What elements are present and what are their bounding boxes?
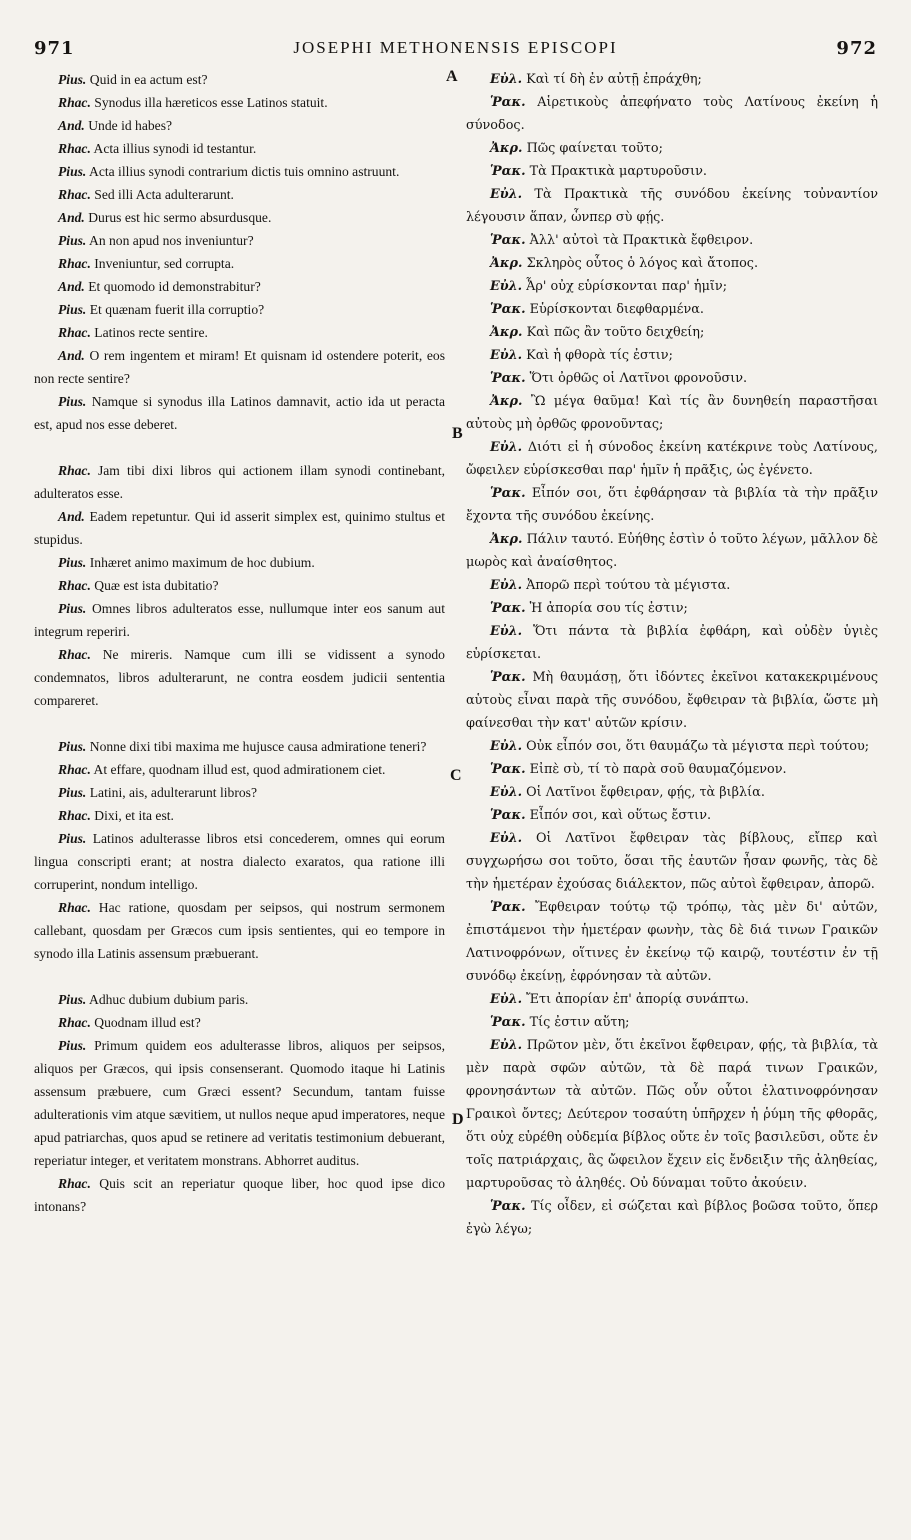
speaker-label: Rhac. <box>58 256 91 271</box>
speaker-label: Rhac. <box>58 900 91 915</box>
dialogue-text: Οἱ Λατῖνοι ἔφθειραν τὰς βίβλους, εἴπερ καὶ συγχωρήσω σοι τοῦτο, ὅσαι τῆς ἑαυτῶν ἦσαν φωνῆς, τὰς δὲ τὴν ἡμετέραν ἐχούσας διάλεκτον, πῶς αὐτοὶ ἔφθειραν, ἀπορῶ. <box>466 831 878 892</box>
dialogue-text: Διότι εἰ ἡ σύνοδος ἐκείνη κατέκρινε τοὺς Λατίνους, ὤφειλεν εὑρίσκεσθαι παρ' ἡμῖν ἡ πρᾶξις, ὡς ἐγένετο. <box>466 440 878 478</box>
speaker-label: Ἀκρ. <box>490 394 523 409</box>
speaker-label: Ῥακ. <box>490 808 526 823</box>
speaker-label: Pius. <box>58 785 87 800</box>
greek-dialogue-line <box>466 183 878 229</box>
latin-dialogue-line <box>34 735 445 758</box>
greek-dialogue-line <box>466 1195 878 1241</box>
greek-dialogue-line <box>466 804 878 827</box>
dialogue-text: Hac ratione, quosdam per seipsos, qui nostrum sermonem callebant, quosdam per Græcos cum ipsis sentientes, qui eo tempore in synodo illa Latinis assensum præbuerant. <box>34 900 445 961</box>
dialogue-text: Ὅτι πάντα τὰ βιβλία ἐφθάρη, καὶ οὐδὲν ὑγιὲς εὑρίσκεται. <box>466 624 878 662</box>
greek-dialogue-line <box>466 827 878 896</box>
running-header <box>0 38 911 62</box>
latin-dialogue-line <box>34 160 445 183</box>
dialogue-text: Et quomodo id demonstrabitur? <box>88 279 261 294</box>
latin-dialogue-line <box>34 229 445 252</box>
latin-dialogue-line <box>34 459 445 505</box>
speaker-label: Εὐλ. <box>490 578 523 593</box>
dialogue-text: Ἆρ' οὐχ εὑρίσκονται παρ' ἡμῖν; <box>526 279 728 294</box>
speaker-label: Εὐλ. <box>490 785 523 800</box>
speaker-label: Ῥακ. <box>490 1199 526 1214</box>
latin-dialogue-line <box>34 275 445 298</box>
speaker-label: Ῥακ. <box>490 601 526 616</box>
dialogue-text: Quis scit an reperiatur quoque liber, hoc quod ipse dico intonans? <box>34 1176 445 1214</box>
dialogue-text: Καὶ ἡ φθορὰ τίς ἐστιν; <box>526 348 673 363</box>
dialogue-text: Durus est hic sermo absurdusque. <box>88 210 272 225</box>
speaker-label: Εὐλ. <box>490 279 523 294</box>
dialogue-text: Synodus illa hæreticos esse Latinos statuit. <box>94 95 328 110</box>
running-title: JOSEPHI METHONENSIS EPISCOPI <box>293 38 618 57</box>
dialogue-text: O rem ingentem et miram! Et quisnam id ostendere poterit, eos non recte sentire? <box>34 348 445 386</box>
speaker-label: Pius. <box>58 233 87 248</box>
speaker-label: Pius. <box>58 394 87 409</box>
greek-dialogue-line <box>466 229 878 252</box>
greek-dialogue-line <box>466 988 878 1011</box>
latin-dialogue-line <box>34 551 445 574</box>
speaker-label: Εὐλ. <box>490 624 523 639</box>
dialogue-text: Latinos recte sentire. <box>94 325 208 340</box>
latin-dialogue-line <box>34 505 445 551</box>
speaker-label: Εὐλ. <box>490 1038 523 1053</box>
greek-dialogue-line <box>466 597 878 620</box>
latin-dialogue-line <box>34 574 445 597</box>
dialogue-text: Dixi, et ita est. <box>94 808 174 823</box>
speaker-label: Ῥακ. <box>490 670 526 685</box>
greek-dialogue-line <box>466 1011 878 1034</box>
speaker-label: Εὐλ. <box>490 831 523 846</box>
latin-dialogue-line <box>34 827 445 896</box>
greek-dialogue-line <box>466 781 878 804</box>
speaker-label: Ἀκρ. <box>490 256 523 271</box>
speaker-label: Ῥακ. <box>490 1015 526 1030</box>
speaker-label: Pius. <box>58 302 87 317</box>
dialogue-text: Unde id habes? <box>88 118 173 133</box>
latin-dialogue-line <box>34 597 445 643</box>
greek-dialogue-line <box>466 436 878 482</box>
greek-dialogue-line <box>466 321 878 344</box>
greek-dialogue-line <box>466 666 878 735</box>
greek-dialogue-line <box>466 91 878 137</box>
speaker-label: Ῥακ. <box>490 900 526 915</box>
dialogue-text: Omnes libros adulteratos esse, nullumque inter eos sanum aut integrum reperiri. <box>34 601 446 639</box>
speaker-label: Εὐλ. <box>490 739 523 754</box>
greek-column <box>466 68 878 1241</box>
speaker-label: Rhac. <box>58 1015 91 1030</box>
greek-dialogue-line <box>466 574 878 597</box>
latin-dialogue-line <box>34 804 445 827</box>
speaker-label: Pius. <box>58 601 87 616</box>
dialogue-text: Latinos adulterasse libros etsi concederem, omnes qui eorum lingua conscripti erant; at nostra dialecto exaratos, qua ratione illi corruperint, nondum intelligo. <box>34 831 445 892</box>
latin-dialogue-line <box>34 1011 445 1034</box>
speaker-label: Rhac. <box>58 808 91 823</box>
dialogue-text: Acta illius synodi id testantur. <box>93 141 257 156</box>
speaker-label: Rhac. <box>58 463 91 478</box>
speaker-label: Ῥακ. <box>490 486 526 501</box>
dialogue-text: Inhæret animo maximum de hoc dubium. <box>89 555 315 570</box>
greek-dialogue-line <box>466 896 878 988</box>
speaker-label: Ῥακ. <box>490 302 526 317</box>
dialogue-text: Quæ est ista dubitatio? <box>94 578 219 593</box>
latin-dialogue-line <box>34 1034 445 1172</box>
margin-marker-d: D <box>452 1111 464 1128</box>
latin-dialogue-line <box>34 896 445 965</box>
dialogue-text: Ὅτι ὀρθῶς οἱ Λατῖνοι φρονοῦσιν. <box>529 371 748 386</box>
latin-dialogue-line <box>34 206 445 229</box>
dialogue-text: Namque si synodus illa Latinos damnavit, actio ida ut peracta est, apud nos esse deberet. <box>34 394 445 432</box>
speaker-label: Rhac. <box>58 762 91 777</box>
speaker-label: Ῥακ. <box>490 762 526 777</box>
dialogue-text: Acta illius synodi contrarium dictis tuis omnino astruunt. <box>89 164 400 179</box>
greek-dialogue-line <box>466 160 878 183</box>
speaker-label: Ῥακ. <box>490 164 526 179</box>
speaker-label: Rhac. <box>58 187 91 202</box>
latin-column <box>34 68 445 1218</box>
speaker-label: Εὐλ. <box>490 187 523 202</box>
greek-dialogue-line <box>466 528 878 574</box>
speaker-label: Rhac. <box>58 141 91 156</box>
speaker-label: Εὐλ. <box>490 348 523 363</box>
dialogue-text: Quid in ea actum est? <box>89 72 208 87</box>
speaker-label: Rhac. <box>58 95 91 110</box>
dialogue-text: Τίς οἶδεν, εἰ σώζεται καὶ βίβλος βοῶσα τοῦτο, ὅπερ ἐγὼ λέγω; <box>466 1199 878 1237</box>
dialogue-text: Ἔφθειραν τούτῳ τῷ τρόπῳ, τὰς μὲν δι' αὐτῶν, ἐπιστάμενοι τὴν ἡμετέραν φωνὴν, τὰς δὲ διά τινων Γραικῶν Λατινοφρόνων, οἵτινες ἐν ἐκείνῳ τῷ καιρῷ, τουτέστιν ἐν τῇ συνόδῳ ἐκείνῃ, ἐφρόνησαν τὰ αὐτῶν. <box>466 900 878 984</box>
greek-dialogue-line <box>466 252 878 275</box>
dialogue-text: Εἰπὲ σὺ, τί τὸ παρὰ σοῦ θαυμαζόμενον. <box>529 762 787 777</box>
dialogue-text: Σκληρὸς οὗτος ὁ λόγος καὶ ἄτοπος. <box>526 256 759 271</box>
speaker-label: Pius. <box>58 1038 87 1053</box>
latin-dialogue-line <box>34 252 445 275</box>
greek-dialogue-line <box>466 1034 878 1195</box>
speaker-label: Ῥακ. <box>490 371 526 386</box>
latin-dialogue-line <box>34 183 445 206</box>
greek-dialogue-line <box>466 137 878 160</box>
dialogue-text: Πάλιν ταυτό. Εὐήθης ἐστὶν ὁ τοῦτο λέγων, μᾶλλον δὲ μωρὸς καὶ ἀναίσθητος. <box>466 532 878 570</box>
speaker-label: Pius. <box>58 555 87 570</box>
speaker-label: Ἀκρ. <box>490 325 523 340</box>
speaker-label: Ἀκρ. <box>490 532 523 547</box>
speaker-label: Ἀκρ. <box>490 141 523 156</box>
dialogue-text: Et quænam fuerit illa corruptio? <box>89 302 265 317</box>
latin-dialogue-line <box>34 390 445 436</box>
speaker-label: Εὐλ. <box>490 440 523 455</box>
speaker-label: Εὐλ. <box>490 72 523 87</box>
dialogue-text: Adhuc dubium dubium paris. <box>89 992 249 1007</box>
speaker-label: And. <box>58 348 85 363</box>
dialogue-text: Ὢ μέγα θαῦμα! Καὶ τίς ἂν δυνηθείη παραστῆσαι αὐτοὺς μὴ ὀρθῶς φρονοῦντας; <box>466 394 878 432</box>
dialogue-text: Ἀλλ' αὐτοὶ τὰ Πρακτικὰ ἔφθειρον. <box>529 233 754 248</box>
speaker-label: And. <box>58 509 85 524</box>
dialogue-text: Nonne dixi tibi maxima me hujusce causa admiratione teneri? <box>89 739 427 754</box>
speaker-label: Ῥακ. <box>490 95 526 110</box>
dialogue-text: Τίς ἐστιν αὕτη; <box>529 1015 630 1030</box>
speaker-label: Rhac. <box>58 1176 91 1191</box>
dialogue-text: Καὶ τί δὴ ἐν αὐτῇ ἐπράχθη; <box>526 72 702 87</box>
speaker-label: Pius. <box>58 164 87 179</box>
dialogue-text: Εἶπόν σοι, καὶ οὕτως ἔστιν. <box>529 808 712 823</box>
latin-dialogue-line <box>34 91 445 114</box>
dialogue-text: Primum quidem eos adulterasse libros, aliquos per seipsos, aliquos per Græcos, qui ipsis consenserant. Quomodo itaque hi Latinis assensum præbuere, cum Græci essent? Secundum, tantam fuisse adulterationis vim atque sævitiem, ut nullos neque apud imperatores, neque apud patriarchas, quos apud se retinere ad veritatis testimonium debuerant, reperiatur integer, et veritatem monstrans. Abhorret auditus. <box>34 1038 446 1168</box>
latin-dialogue-line <box>34 781 445 804</box>
latin-dialogue-line <box>34 321 445 344</box>
dialogue-text: Ἡ ἀπορία σου τίς ἐστιν; <box>529 601 688 616</box>
greek-dialogue-line <box>466 344 878 367</box>
dialogue-text: Τὰ Πρακτικὰ τῆς συνόδου ἐκείνης τοὐναντίον λέγουσιν ἅπαν, ὧνπερ σὺ φῄς. <box>466 187 878 225</box>
dialogue-text: Εὑρίσκονται διεφθαρμένα. <box>529 302 704 317</box>
speaker-label: Pius. <box>58 992 87 1007</box>
latin-dialogue-line <box>34 758 445 781</box>
dialogue-text: Οὐκ εἶπόν σοι, ὅτι θαυμάζω τὰ μέγιστα περὶ τούτου; <box>526 739 870 754</box>
greek-dialogue-line <box>466 620 878 666</box>
latin-dialogue-line <box>34 114 445 137</box>
dialogue-text: At effare, quodnam illud est, quod admirationem ciet. <box>93 762 386 777</box>
dialogue-text: Ἔτι ἀπορίαν ἐπ' ἀπορίᾳ συνάπτω. <box>526 992 749 1007</box>
speaker-label: Rhac. <box>58 578 91 593</box>
speaker-label: And. <box>58 118 85 133</box>
speaker-label: Rhac. <box>58 647 91 662</box>
greek-dialogue-line <box>466 390 878 436</box>
dialogue-text: Inveniuntur, sed corrupta. <box>94 256 235 271</box>
latin-dialogue-line <box>34 344 445 390</box>
speaker-label: Pius. <box>58 72 87 87</box>
dialogue-text: Καὶ πῶς ἂν τοῦτο δειχθείη; <box>526 325 705 340</box>
latin-dialogue-line <box>34 298 445 321</box>
greek-dialogue-line <box>466 735 878 758</box>
dialogue-text: Quodnam illud est? <box>94 1015 201 1030</box>
margin-marker-c: C <box>450 767 462 784</box>
latin-dialogue-line <box>34 988 445 1011</box>
greek-dialogue-line <box>466 275 878 298</box>
dialogue-text: Οἱ Λατῖνοι ἔφθειραν, φῄς, τὰ βιβλία. <box>526 785 765 800</box>
dialogue-text: Sed illi Acta adulterarunt. <box>94 187 234 202</box>
dialogue-text: Latini, ais, adulterarunt libros? <box>89 785 257 800</box>
dialogue-text: Πρῶτον μὲν, ὅτι ἐκεῖνοι ἔφθειραν, φῄς, τὰ βιβλία, τὰ μὲν παρὰ σφῶν αὐτῶν, τὰ δὲ παρά τινων Γραικῶν, φρονησάντων τὰ αὐτῶν. Πῶς οὖν οὗτοι ἐλατινοφρόνησαν Γραικοὶ ὄντες; Δεύτερον τοσαύτη ὑπῆρχεν ἡ ῥύμη τῆς φθορᾶς, ὅτι οὐχ εὑρέθη οὐδεμία βίβλος οὔτε ἐν τοῖς βασιλεῦσι, οὔτε ἐν τοῖς πατριάρχαις, ἃς ὤφειλον ἔχειν εἰς ἔνδειξιν τῆς ἀληθείας, μαρτυροῦσας τὸ ἀληθές. Οὐ δύναμαι τοῦτο ἀκούειν. <box>466 1038 878 1191</box>
latin-dialogue-line <box>34 1172 445 1218</box>
greek-dialogue-line <box>466 482 878 528</box>
speaker-label: Rhac. <box>58 325 91 340</box>
dialogue-text: Αἱρετικοὺς ἀπεφήνατο τοὺς Λατίνους ἐκείνη ἡ σύνοδος. <box>466 95 878 133</box>
speaker-label: Pius. <box>58 831 87 846</box>
latin-dialogue-line <box>34 137 445 160</box>
page-number-right: 972 <box>836 38 877 59</box>
page-number-left: 971 <box>34 38 75 59</box>
greek-dialogue-line <box>466 68 878 91</box>
latin-dialogue-line <box>34 68 445 91</box>
speaker-label: Pius. <box>58 739 87 754</box>
greek-dialogue-line <box>466 298 878 321</box>
margin-marker-b: B <box>452 425 463 442</box>
speaker-label: Ῥακ. <box>490 233 526 248</box>
dialogue-text: Πῶς φαίνεται τοῦτο; <box>526 141 663 156</box>
speaker-label: And. <box>58 210 85 225</box>
dialogue-text: Eadem repetuntur. Qui id asserit simplex est, quinimo stultus et stupidus. <box>34 509 445 547</box>
greek-dialogue-line <box>466 758 878 781</box>
dialogue-text: Εἶπόν σοι, ὅτι ἐφθάρησαν τὰ βιβλία τὰ τὴν πρᾶξιν ἔχοντα τῆς συνόδου ἐκείνης. <box>466 486 878 524</box>
dialogue-text: Ne mireris. Namque cum illi se vidissent a synodo condemnatos, libros adulterarunt, ne contra eosdem judicii sententia compareret. <box>34 647 445 708</box>
margin-marker-a: A <box>446 68 458 85</box>
dialogue-text: Τὰ Πρακτικὰ μαρτυροῦσιν. <box>529 164 707 179</box>
dialogue-text: Μὴ θαυμάσῃ, ὅτι ἰδόντες ἐκεῖνοι κατακεκριμένους αὑτοὺς εἶναι παρὰ τῆς συνόδου, ἔφθειραν τὰ βιβλία, ὥστε μὴ φαίνεσθαι τὴν κατ' αὐτῶν κρίσιν. <box>466 670 878 731</box>
dialogue-text: Ἀπορῶ περὶ τούτου τὰ μέγιστα. <box>526 578 731 593</box>
dialogue-text: An non apud nos inveniuntur? <box>89 233 254 248</box>
speaker-label: Εὐλ. <box>490 992 523 1007</box>
speaker-label: And. <box>58 279 85 294</box>
latin-dialogue-line <box>34 643 445 712</box>
greek-dialogue-line <box>466 367 878 390</box>
dialogue-text: Jam tibi dixi libros qui actionem illam synodi continebant, adulteratos esse. <box>34 463 445 501</box>
